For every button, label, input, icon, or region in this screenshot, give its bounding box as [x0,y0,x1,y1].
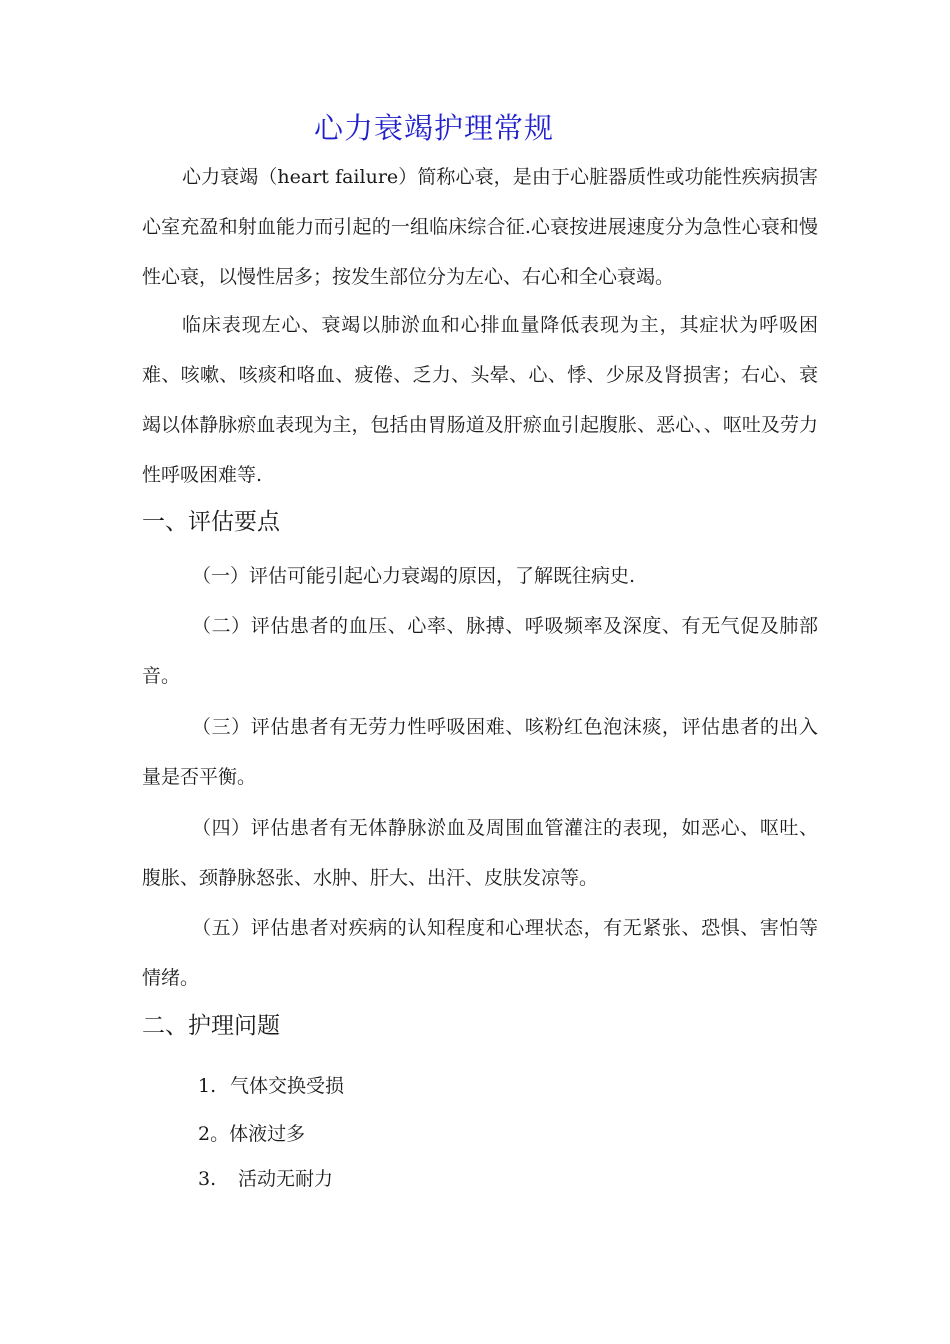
assessment-item-3: （三）评估患者有无劳力性呼吸困难、咳粉红色泡沫痰，评估患者的出入量是否平衡。 [142,716,818,788]
list-item-number: 3. [198,1168,217,1190]
assessment-item-2: （二）评估患者的血压、心率、脉搏、呼吸频率及深度、有无气促及肺部音。 [142,615,818,687]
section-heading-nursing-problems: 二、护理问题 [142,1013,280,1039]
list-item-number: 2。 [198,1123,230,1145]
list-item [198,1164,333,1194]
list-item [198,1119,305,1149]
list-item [198,1071,344,1101]
assessment-item-4: （四）评估患者有无体静脉淤血及周围血管灌注的表现，如恶心、呕吐、腹胀、颈静脉怒张、水肿、肝大、出汗、皮肤发凉等。 [142,817,818,889]
document-title: 心力衰竭护理常规 [313,111,554,145]
section-heading-assessment: 一、评估要点 [142,509,280,535]
list-item-text: 气体交换受损 [230,1075,345,1097]
intro-paragraph-clinical: 临床表现左心、衰竭以肺淤血和心排血量降低表现为主，其症状为呼吸困难、咳嗽、咳痰和咯血、疲倦、乏力、头晕、心、悸、少尿及肾损害；右心、衰竭以体静脉瘀血表现为主，包括由胃肠道及肝瘀血引起腹胀、恶心、、呕吐及劳力性呼吸困难等. [142,314,818,486]
list-item-text: 活动无耐力 [238,1168,334,1190]
list-item-number: 1. [198,1075,217,1097]
intro-paragraph-definition: 心力衰竭（heart failure）简称心衰，是由于心脏器质性或功能性疾病损害心室充盈和射血能力而引起的一组临床综合征.心衰按进展速度分为急性心衰和慢性心衰，以慢性居多；按发生部位分为左心、右心和全心衰竭。 [142,166,818,288]
assessment-item-1: （一）评估可能引起心力衰竭的原因，了解既往病史. [192,565,636,587]
list-item-text: 体液过多 [229,1123,306,1145]
assessment-item-5: （五）评估患者对疾病的认知程度和心理状态，有无紧张、恐惧、害怕等情绪。 [142,917,818,989]
